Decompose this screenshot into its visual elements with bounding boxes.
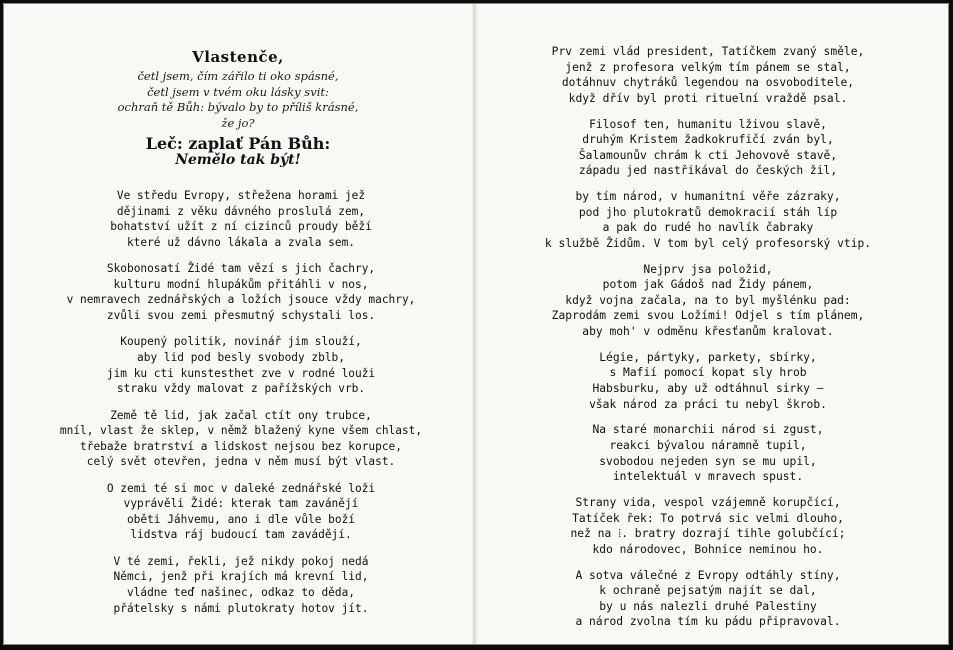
verse-line: k službě Židům. V tom byl celý profesorský vtip.: [544, 235, 872, 250]
stanza: [10, 188, 472, 250]
right-page: [478, 4, 949, 644]
verse-line: Ve středu Evropy, střežena horami jež: [116, 188, 366, 202]
booklet-spread: [3, 3, 949, 645]
verse-line: vládne teď našinec, odkaz to děda,: [126, 585, 356, 600]
verse-line: straku vždy malovat z pařížských vrb.: [116, 381, 366, 396]
stanza: [10, 261, 472, 323]
verse-line: intelektuál v mravech spust.: [612, 469, 804, 484]
verse-line: V té zemi, řekli, jež nikdy pokoj nedá: [113, 553, 369, 568]
verse-line: kdo národovec, Bohnice neminou ho.: [592, 541, 824, 556]
punchline-1: Leč: zaplať Pán Bůh:: [145, 134, 331, 153]
left-page: [4, 4, 472, 644]
right-stanzas: [478, 44, 949, 640]
verse-line: však národ za práci tu nebyl škrob.: [589, 396, 827, 411]
verse-line: dotáhnuv chytráků legendou na osvoboditele,: [561, 75, 855, 90]
verse-line: by tím národ, v humanitní věře zázraky,: [575, 189, 841, 204]
stanza: [10, 481, 472, 543]
verse-line: třebaže bratrství a lidskost nejsou bez korupce,: [80, 438, 402, 453]
verse-line: dějinami z věku dávného proslulá zem,: [116, 203, 366, 218]
stanza: [478, 568, 938, 630]
verse-line: by u nás nalezli druhé Palestiny: [599, 598, 817, 613]
punchline-2: Nemělo tak být!: [175, 152, 301, 168]
verse-line: když dřív byl proti rituelní vraždě psal.: [568, 90, 848, 105]
poem-title: Vlastenče,: [192, 48, 284, 66]
verse-line: k ochraně pejsatým najít se dal,: [599, 583, 817, 598]
verse-line: Skobonosatí Židé tam vězí s jich čachry,: [106, 261, 376, 276]
verse-line: Tatíček řek: To potrvá sic velmi dlouho,: [572, 510, 844, 525]
verse-line: kulturu modní hlupákům přitáhli v nos,: [113, 276, 369, 291]
stanza: [478, 117, 938, 179]
poem-intro: [4, 69, 472, 131]
verse-line: Habsburku, aby už odtáhnul sirky —: [592, 381, 824, 396]
verse-line: Prv zemi vlád president, Tatíčkem zvaný směle,: [551, 44, 865, 58]
stanza: [478, 189, 938, 251]
verse-line: pod jho plutokratů demokracií stáh líp: [578, 204, 838, 219]
verse-line: bohatství užít z ní cizinců proudy běží: [110, 219, 372, 234]
stanza: [478, 422, 938, 484]
verse-line: a pak do rudé ho navlík čabraky: [602, 220, 814, 235]
intro-line: ochraň tě Bůh: bývalo by to příliš krásné,: [117, 100, 359, 114]
verse-line: potom jak Gádoš nad Židy pánem,: [602, 277, 814, 292]
verse-line: celý svět otevřen, jedna v něm musí být vlast.: [86, 454, 396, 469]
verse-line: Na staré monarchii národ si zgust,: [592, 422, 824, 437]
verse-line: než na ⁞. bratry dozrají tihle golubčící;: [570, 526, 846, 541]
verse-line: s Mafií pomocí kopat sly hrob: [609, 365, 807, 380]
verse-line: Němci, jenž při krajích má krevní lid,: [113, 569, 369, 584]
verse-line: přátelsky s námi plutokraty hotov jít.: [113, 600, 369, 615]
verse-line: Légie, pártyky, parkety, sbírky,: [599, 349, 817, 364]
verse-line: v nemravech zednářských a ložích jsouce vždy machry,: [66, 292, 416, 307]
verse-line: Nejprv jsa položid,: [643, 261, 773, 276]
verse-line: Koupený politik, novinář jim slouží,: [120, 334, 362, 349]
verse-line: jenž z profesora velkým tím pánem se stal,: [565, 59, 851, 74]
verse-line: aby lid pod besly svobody zblb,: [137, 349, 345, 364]
stanza: [10, 408, 472, 470]
verse-line: reakci bývalou náramně tupil,: [609, 438, 807, 452]
left-stanzas: [4, 188, 472, 627]
intro-line: četl jsem, čím zářilo ti oko spásné,: [137, 69, 339, 83]
intro-line: četl jsem v tvém oku lásky svit:: [147, 84, 329, 99]
stanza: [478, 262, 938, 340]
verse-line: Strany vida, vespol vzájemně korupčící,: [575, 494, 841, 509]
verse-line: A sotva válečné z Evropy odtáhly stíny,: [575, 567, 841, 582]
verse-line: druhým Kristem žadkokrufičí zván byl,: [582, 132, 834, 147]
verse-line: lidstva ráj budoucí tam zavádějí.: [130, 527, 352, 542]
verse-line: vyprávěli Židé: kterak tam zavánějí: [123, 496, 359, 511]
verse-line: mníl, vlast že sklep, v němž blažený kyne všem chlast,: [59, 423, 423, 438]
verse-line: aby moh' v odměnu křesťanům kralovat.: [582, 324, 834, 339]
stanza: [10, 554, 472, 616]
stanza: [10, 334, 472, 396]
verse-line: Zaprodám zemi svou Ložími! Odjel s tím plánem,: [551, 308, 865, 323]
verse-line: O zemi té si moc v daleké zednářské loži: [106, 480, 376, 495]
stanza: [478, 44, 938, 106]
verse-line: když vojna začala, na to byl myšlénku pad:: [565, 292, 851, 307]
intro-line: že jo?: [221, 115, 255, 130]
verse-line: západu jed nastřikával do českých žil,: [578, 163, 838, 178]
verse-line: Filosof ten, humanitu lživou slavě,: [589, 116, 827, 131]
verse-line: a národ zvolna tím ku pádu připravoval.: [575, 614, 841, 629]
verse-line: svobodou nejeden syn se mu upil,: [599, 453, 817, 468]
verse-line: zvůli svou zemi přesmutný schystali los.: [106, 307, 376, 322]
verse-line: které už dávno lákala a zvala sem.: [126, 234, 356, 249]
stanza: [478, 495, 938, 557]
verse-line: jim ku cti kunstesthet zve v rodné louži: [106, 365, 376, 380]
stanza: [478, 350, 938, 412]
verse-line: Šalamounův chrám k cti Jehovově stavě,: [578, 147, 838, 162]
verse-line: Země tě lid, jak začal ctít ony trubce,: [110, 407, 372, 422]
verse-line: oběti Jáhvemu, ano i dle vůle boží: [126, 511, 356, 526]
